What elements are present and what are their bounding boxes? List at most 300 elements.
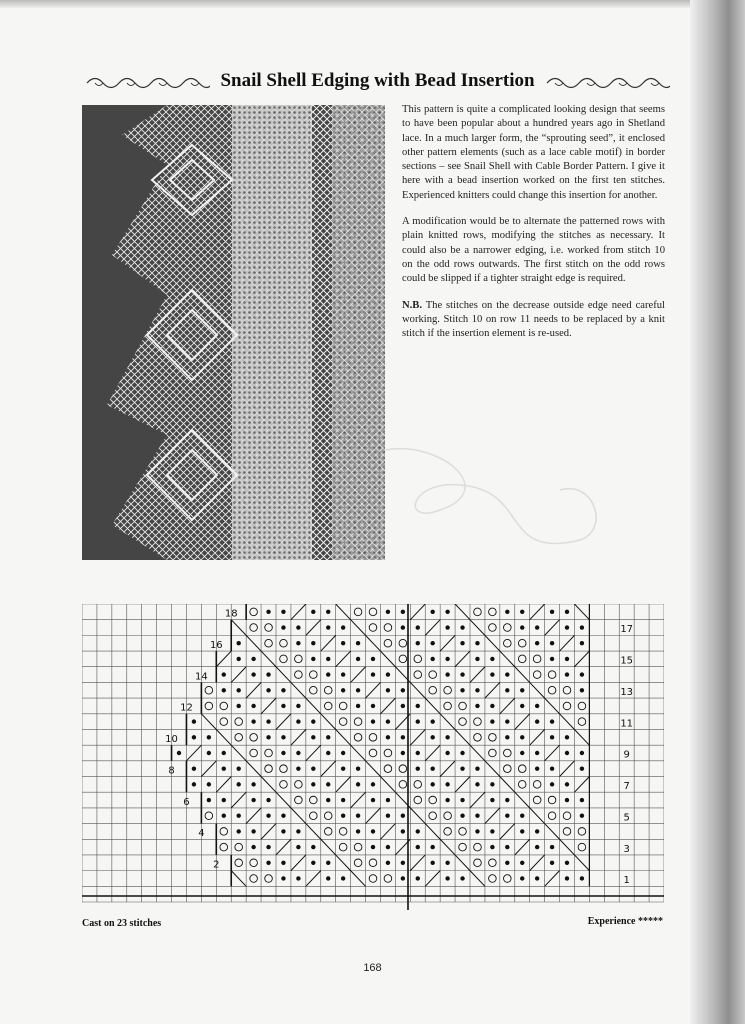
stitch-backslash <box>470 871 485 887</box>
stitch-dot <box>580 876 584 880</box>
stitch-backslash <box>485 761 500 777</box>
stitch-circle <box>444 702 452 710</box>
stitch-dot <box>490 672 494 676</box>
stitch-dot <box>192 719 196 723</box>
stitch-circle <box>459 828 467 836</box>
stitch-dot <box>475 657 479 661</box>
stitch-circle <box>235 843 243 851</box>
stitch-dot <box>535 766 539 770</box>
stitch-dot <box>311 735 315 739</box>
stitch-backslash <box>336 855 351 871</box>
stitch-dot <box>520 829 524 833</box>
stitch-dot <box>266 610 270 614</box>
stitch-dot <box>266 719 270 723</box>
stitch-dot <box>356 766 360 770</box>
stitch-slash <box>574 777 589 793</box>
stitch-circle <box>518 765 526 773</box>
stitch-circle <box>220 843 228 851</box>
stitch-dot <box>505 814 509 818</box>
stitch-dot <box>296 641 300 645</box>
stitch-circle <box>414 655 422 663</box>
stitch-circle <box>369 608 377 616</box>
stitch-backslash <box>306 698 321 714</box>
stitch-dot <box>341 672 345 676</box>
stitch-circle <box>384 765 392 773</box>
stitch-backslash <box>500 651 515 667</box>
stitch-backslash <box>366 761 381 777</box>
stitch-backslash <box>545 824 560 840</box>
stitch-dot <box>266 672 270 676</box>
stitch-dot <box>505 610 509 614</box>
stitch-circle <box>339 702 347 710</box>
stitch-slash <box>545 745 560 761</box>
stitch-slash <box>351 667 366 683</box>
stitch-backslash <box>455 729 470 745</box>
stitch-slash <box>216 651 231 667</box>
experience-rating <box>588 916 663 927</box>
stitch-circle <box>504 875 512 883</box>
stitch-dot <box>266 688 270 692</box>
stitch-dot <box>445 735 449 739</box>
stitch-backslash <box>276 667 291 683</box>
stitch-backslash <box>261 651 276 667</box>
stitch-slash <box>455 651 470 667</box>
stitch-slash <box>366 808 381 824</box>
stitch-slash <box>560 635 575 651</box>
stitch-slash <box>425 745 440 761</box>
stitch-dot <box>505 735 509 739</box>
stitch-backslash <box>306 824 321 840</box>
stitch-slash <box>530 604 545 620</box>
stitch-circle <box>459 702 467 710</box>
stitch-dot <box>430 719 434 723</box>
stitch-dot <box>430 735 434 739</box>
stitch-dot <box>460 688 464 692</box>
stitch-dot <box>490 719 494 723</box>
stitch-circle <box>324 828 332 836</box>
stitch-dot <box>296 829 300 833</box>
stitch-dot <box>475 829 479 833</box>
stitch-circle <box>354 608 362 616</box>
stitch-dot <box>311 861 315 865</box>
stitch-dot <box>251 657 255 661</box>
stitch-dot <box>520 876 524 880</box>
stitch-dot <box>371 845 375 849</box>
row-number-right: 9 <box>623 749 630 761</box>
stitch-dot <box>311 845 315 849</box>
stitch-dot <box>535 876 539 880</box>
stitch-backslash <box>530 808 545 824</box>
stitch-dot <box>520 751 524 755</box>
stitch-dot <box>550 610 554 614</box>
stitch-dot <box>311 641 315 645</box>
stitch-dot <box>475 641 479 645</box>
stitch-dot <box>475 688 479 692</box>
stitch-circle <box>250 875 258 883</box>
stitch-dot <box>535 829 539 833</box>
stitch-backslash <box>351 620 366 636</box>
stitch-circle <box>533 671 541 679</box>
thread-decoration <box>380 440 610 590</box>
stitch-dot <box>207 735 211 739</box>
stitch-dot <box>251 798 255 802</box>
row-number-right: 1 <box>623 875 630 887</box>
stitch-dot <box>311 766 315 770</box>
lace-photo-illustration <box>82 105 385 560</box>
stitch-dot <box>222 798 226 802</box>
stitch-slash <box>246 808 261 824</box>
stitch-circle <box>280 765 288 773</box>
row-number-right: 17 <box>620 624 634 636</box>
stitch-circle <box>369 859 377 867</box>
stitch-dot <box>281 610 285 614</box>
stitch-slash <box>425 620 440 636</box>
stitch-circle <box>280 655 288 663</box>
stitch-slash <box>336 777 351 793</box>
stitch-dot <box>520 861 524 865</box>
row-number-right: 13 <box>620 686 634 698</box>
stitch-dot <box>550 735 554 739</box>
stitch-slash <box>545 871 560 887</box>
stitch-backslash <box>515 792 530 808</box>
stitch-dot <box>326 735 330 739</box>
stitch-dot <box>460 641 464 645</box>
stitch-circle <box>205 702 213 710</box>
stitch-circle <box>295 655 303 663</box>
row-number-right: 15 <box>620 655 634 667</box>
stitch-dot <box>445 657 449 661</box>
stitch-slash <box>380 824 395 840</box>
stitch-dot <box>296 719 300 723</box>
stitch-slash <box>500 824 515 840</box>
stitch-circle <box>384 624 392 632</box>
stitch-dot <box>416 641 420 645</box>
stitch-dot <box>281 814 285 818</box>
page-number: 168 <box>363 962 382 974</box>
stitch-dot <box>341 625 345 629</box>
stitch-circle <box>220 828 228 836</box>
stitch-dot <box>326 625 330 629</box>
stitch-slash <box>440 761 455 777</box>
stitch-dot <box>565 861 569 865</box>
stitch-backslash <box>485 635 500 651</box>
stitch-dot <box>565 735 569 739</box>
stitch-dot <box>580 641 584 645</box>
stitch-backslash <box>321 714 336 730</box>
row-number-right: 3 <box>623 843 630 855</box>
stitch-slash <box>291 729 306 745</box>
nb-text: The stitches on the decrease outside edge need careful working. Stitch 10 on row 11 needs to be replaced by a knit stitch if the insertion element is re-used. <box>402 299 665 340</box>
stitch-dot <box>490 704 494 708</box>
stitch-dot <box>460 625 464 629</box>
stitch-slash <box>276 839 291 855</box>
stitch-dot <box>236 782 240 786</box>
stitch-slash <box>515 714 530 730</box>
stitch-dot <box>296 845 300 849</box>
stitch-dot <box>445 861 449 865</box>
stitch-dot <box>371 704 375 708</box>
stitch-dot <box>416 625 420 629</box>
stitch-circle <box>548 812 556 820</box>
stitch-backslash <box>455 855 470 871</box>
stitch-dot <box>207 798 211 802</box>
stitch-dot <box>251 829 255 833</box>
row-number-right: 7 <box>623 781 630 793</box>
stitch-dot <box>326 672 330 676</box>
stitch-dot <box>520 814 524 818</box>
stitch-backslash <box>410 808 425 824</box>
stitch-circle <box>324 702 332 710</box>
stitch-dot <box>341 876 345 880</box>
stitch-circle <box>250 608 258 616</box>
stitch-dot <box>475 766 479 770</box>
stitch-dot <box>371 782 375 786</box>
stitch-circle <box>265 639 273 647</box>
stitch-dot <box>460 672 464 676</box>
stitch-dot <box>192 782 196 786</box>
stitch-dot <box>296 704 300 708</box>
stitch-circle <box>399 765 407 773</box>
stitch-circle <box>250 859 258 867</box>
stitch-dot <box>386 814 390 818</box>
stitch-circle <box>205 812 213 820</box>
stitch-backslash <box>530 682 545 698</box>
stitch-backslash <box>276 792 291 808</box>
stitch-circle <box>354 734 362 742</box>
stitch-slash <box>425 871 440 887</box>
stitch-dot <box>430 845 434 849</box>
stitch-slash <box>336 651 351 667</box>
stitch-slash <box>470 667 485 683</box>
stitch-dot <box>565 657 569 661</box>
stitch-circle <box>369 749 377 757</box>
stitch-circle <box>518 781 526 789</box>
stitch-circle <box>459 718 467 726</box>
stitch-dot <box>535 719 539 723</box>
stitch-backslash <box>545 698 560 714</box>
stitch-backslash <box>351 745 366 761</box>
paragraph-nb <box>402 299 665 342</box>
stitch-circle <box>399 781 407 789</box>
stitch-dot <box>445 876 449 880</box>
stitch-circle <box>444 828 452 836</box>
stitch-dot <box>356 641 360 645</box>
stitch-slash <box>410 855 425 871</box>
stitch-dot <box>192 735 196 739</box>
stitch-backslash <box>410 682 425 698</box>
stitch-circle <box>474 859 482 867</box>
stitch-slash <box>231 667 246 683</box>
stitch-dot <box>326 610 330 614</box>
stitch-dot <box>326 657 330 661</box>
stitch-dot <box>565 625 569 629</box>
stitch-circle <box>444 812 452 820</box>
stitch-circle <box>295 671 303 679</box>
stitch-circle <box>578 828 586 836</box>
stitch-dot <box>401 688 405 692</box>
row-number-left: 8 <box>168 765 175 777</box>
stitch-dot <box>236 829 240 833</box>
stitch-circle <box>533 781 541 789</box>
stitch-dot <box>251 672 255 676</box>
stitch-slash <box>291 604 306 620</box>
stitch-dot <box>505 719 509 723</box>
stitch-circle <box>414 781 422 789</box>
stitch-circle <box>414 671 422 679</box>
stitch-backslash <box>440 839 455 855</box>
stitch-slash <box>306 745 321 761</box>
stitch-circle <box>250 734 258 742</box>
cast-on-note: Cast on 23 stitches <box>82 918 162 929</box>
stitch-dot <box>356 814 360 818</box>
stitch-dot <box>580 751 584 755</box>
stitch-dot <box>281 704 285 708</box>
stitch-circle <box>474 734 482 742</box>
stitch-dot <box>535 751 539 755</box>
stitch-dot <box>505 672 509 676</box>
stitch-dot <box>505 798 509 802</box>
stitch-slash <box>351 792 366 808</box>
stitch-slash <box>380 698 395 714</box>
stitch-backslash <box>455 604 470 620</box>
stitch-dot <box>236 704 240 708</box>
stitch-circle <box>414 796 422 804</box>
stitch-circle <box>533 796 541 804</box>
stitch-slash <box>246 682 261 698</box>
stitch-dot <box>236 766 240 770</box>
stitch-dot <box>550 782 554 786</box>
stitch-dot <box>416 751 420 755</box>
stitch-circle <box>548 796 556 804</box>
stitch-dot <box>281 625 285 629</box>
stitch-dot <box>490 829 494 833</box>
stitch-circle <box>504 749 512 757</box>
stitch-dot <box>356 829 360 833</box>
stitch-dot <box>236 657 240 661</box>
stitch-dot <box>386 672 390 676</box>
stitch-backslash <box>515 667 530 683</box>
stitch-dot <box>445 672 449 676</box>
stitch-slash <box>485 808 500 824</box>
stitch-slash <box>306 620 321 636</box>
stitch-circle <box>474 608 482 616</box>
stitch-slash <box>321 635 336 651</box>
stitch-dot <box>475 782 479 786</box>
stitch-slash <box>455 777 470 793</box>
stitch-dot <box>565 876 569 880</box>
stitch-dot <box>550 719 554 723</box>
stitch-circle <box>369 734 377 742</box>
stitch-circle <box>310 812 318 820</box>
stitch-dot <box>565 751 569 755</box>
stitch-dot <box>386 861 390 865</box>
stitch-dot <box>430 610 434 614</box>
stitch-backslash <box>291 682 306 698</box>
stitch-circle <box>235 718 243 726</box>
stitch-slash <box>216 777 231 793</box>
stitch-circle <box>369 624 377 632</box>
stitch-backslash <box>574 729 589 745</box>
stitch-dot <box>535 845 539 849</box>
stitch-dot <box>326 798 330 802</box>
stitch-backslash <box>216 729 231 745</box>
stitch-dot <box>550 657 554 661</box>
stitch-dot <box>356 688 360 692</box>
stitch-slash <box>440 635 455 651</box>
stitch-dot <box>266 798 270 802</box>
stitch-dot <box>251 782 255 786</box>
stitch-dot <box>565 798 569 802</box>
stitch-circle <box>295 781 303 789</box>
stitch-dot <box>475 814 479 818</box>
row-number-left: 2 <box>213 859 220 871</box>
stitch-dot <box>251 719 255 723</box>
stitch-circle <box>489 749 497 757</box>
stitch-dot <box>505 688 509 692</box>
stitch-slash <box>321 761 336 777</box>
stitch-dot <box>401 829 405 833</box>
stitch-dot <box>341 688 345 692</box>
stitch-circle <box>518 639 526 647</box>
stitch-circle <box>339 828 347 836</box>
stitch-circle <box>459 843 467 851</box>
stitch-dot <box>386 735 390 739</box>
stitch-dot <box>580 625 584 629</box>
stitch-backslash <box>574 855 589 871</box>
stitch-dot <box>341 641 345 645</box>
stitch-dot <box>207 782 211 786</box>
stitch-circle <box>563 812 571 820</box>
stitch-dot <box>371 829 375 833</box>
stitch-dot <box>341 766 345 770</box>
stitch-dot <box>430 657 434 661</box>
stitch-backslash <box>231 745 246 761</box>
row-number-left: 16 <box>209 639 223 651</box>
stitch-dot <box>550 641 554 645</box>
stitch-dot <box>416 719 420 723</box>
stitch-slash <box>560 761 575 777</box>
stitch-dot <box>460 876 464 880</box>
stitch-circle <box>310 796 318 804</box>
stitch-circle <box>578 843 586 851</box>
stitch-dot <box>565 782 569 786</box>
stitch-slash <box>500 698 515 714</box>
stitch-circle <box>548 671 556 679</box>
knitting-chart <box>82 604 664 910</box>
stitch-dot <box>296 751 300 755</box>
stitch-backslash <box>321 839 336 855</box>
stitch-slash <box>545 620 560 636</box>
stitch-circle <box>548 686 556 694</box>
stitch-dot <box>371 657 375 661</box>
stitch-dot <box>445 782 449 786</box>
stitch-circle <box>384 749 392 757</box>
stitch-circle <box>533 655 541 663</box>
stitch-dot <box>386 845 390 849</box>
stitch-backslash <box>351 871 366 887</box>
stitch-dot <box>266 735 270 739</box>
stitch-circle <box>399 655 407 663</box>
lace-edging-photo <box>82 105 385 560</box>
stitch-dot <box>222 814 226 818</box>
stitch-dot <box>520 688 524 692</box>
stitch-dot <box>266 814 270 818</box>
stitch-dot <box>266 845 270 849</box>
stitch-dot <box>356 657 360 661</box>
stitch-slash <box>261 824 276 840</box>
stitch-dot <box>326 876 330 880</box>
page-title: Snail Shell Edging with Bead Insertion <box>220 70 535 91</box>
